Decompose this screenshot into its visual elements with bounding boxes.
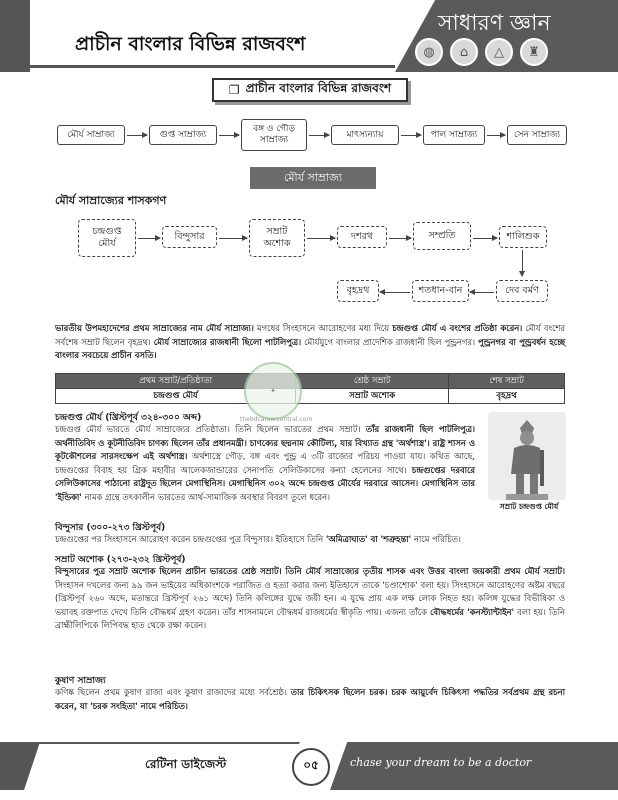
intro-text: পুন্ড্রনগর বা পুন্ড্রবর্ধন হচ্ছে বাংলার সবচেয়ে প্রাচীন বসতি।: [55, 336, 566, 360]
body-text: অর্থশাস্ত্রে গৌড়, বঙ্গ এবং পুন্ড্র এ ৩টি রাজ্যের পরিচয় পাওয়া যায়। কথিত আছে, চন্দ্রগুপ্তের বিবাহ হয় গ্রিক মহাবীর আলেকজান্ডারের সেনাপতি সেলিউকাসের কন্যা হেলেনের সাথে।: [55, 451, 475, 475]
page-footer: [0, 742, 618, 800]
table-cell: সম্রাট অশোক: [296, 389, 449, 404]
body-text: চন্দ্রগুপ্তের দরবারে সেলিউকাসের পাঠানো রাষ্ট্রদূত ছিলেন মেগাস্থিনিস। মেগাস্থিনিস ৩০২ অব্দে চন্দ্রগুপ্ত মৌর্যের দরবারে আসেন। মেগাস্থিনিস তার 'ইন্ডিকা': [55, 464, 476, 502]
flow-box-banga-gaur: বঙ্গ ও গৌড় সাম্রাজ্য: [241, 119, 307, 151]
globe-icon: ◍: [415, 38, 443, 66]
bindusara-heading: বিন্দুসার (৩০০-২৭৩ খ্রিস্টপূর্ব): [55, 523, 166, 533]
statue-figure: [488, 412, 566, 500]
body-text: চন্দ্রগুপ্ত মৌর্য ভারতে মৌর্য সাম্রাজ্যের প্রতিষ্ঠাতা। তিনি ছিলেন ভারতের প্রথম সম্রাট।: [55, 424, 366, 434]
document-icon: ❐: [228, 83, 240, 97]
flow-arrow: [401, 135, 421, 136]
chandragupta-caption: সম্রাট চন্দ্রগুপ্ত মৌর্য: [499, 502, 559, 511]
table-header: শেষ সম্রাট: [449, 374, 565, 389]
flow-arrow: [487, 135, 505, 136]
intro-text: ভারতীয় উপমহাদেশের প্রথম সাম্রাজ্যের নাম মৌর্য সাম্রাজ্য।: [55, 323, 254, 333]
ruler-box-bindusara: বিন্দুসার: [162, 226, 217, 248]
monument-icon: △: [485, 38, 513, 66]
ashoka-heading: সম্রাট অশোক (২৭৩-২৩২ খ্রিস্টপূর্ব): [55, 555, 186, 565]
section-title-box: [212, 78, 408, 102]
footer-slogan: chase your dream to be a doctor: [350, 756, 532, 769]
table-header: শ্রেষ্ঠ সম্রাট: [296, 374, 449, 389]
intro-text: মৌর্য সাম্রাজ্যের রাজধানী ছিলো পাটলিপুত্র।: [153, 336, 302, 347]
maurya-tag: মৌর্য সাম্রাজ্য: [250, 167, 376, 189]
watermark-logo: ✦: [244, 362, 302, 420]
ruler-box-dasharatha: দশরথ: [337, 226, 387, 248]
ruler-box-shalishuka: শালিশুক: [499, 226, 547, 248]
table-cell: বৃহদ্রথ: [449, 389, 565, 404]
flow-box-matsyanyaya: মাৎস্যন্যায়: [331, 125, 399, 145]
chandragupta-portrait: [488, 412, 566, 500]
page-title: প্রাচীন বাংলার বিভিন্ন রাজবংশ: [75, 33, 306, 55]
ruler-box-chandragupta: চন্দ্রগুপ্ত মৌর্য: [78, 219, 136, 257]
section-title: প্রাচীন বাংলার বিভিন্ন রাজবংশ: [245, 81, 392, 95]
flow-arrow-left: [380, 292, 410, 293]
ruler-box-brihadratha: বৃহদ্রথ: [337, 280, 379, 302]
body-text: নামে পরিচিত।: [411, 534, 461, 544]
flow-arrow: [389, 238, 411, 239]
flow-box-sena: সেন সাম্রাজ্য: [507, 125, 567, 145]
ruler-box-samprati: সম্প্রতি: [413, 222, 471, 250]
page-number: ০৫: [292, 748, 330, 786]
flow-arrow-down: [522, 250, 523, 276]
body-text: তার চিকিৎসক ছিলেন চরক। চরক আয়ুর্বেদ চিকিৎসা পদ্ধতির সর্বপ্রথম গ্রন্থ রচনা করেন, যা 'চরক সংহিতা' নামে পরিচিত।: [55, 687, 565, 711]
flow-arrow: [219, 238, 247, 239]
tower-icon: ♜: [520, 38, 548, 66]
intro-text: মগধের সিংহাসনে আরোহণের মধ্য দিয়ে: [253, 323, 393, 333]
chandragupta-paragraph: [55, 423, 475, 504]
kushan-heading: কুষাণ সাম্রাজ্য: [55, 676, 106, 686]
body-text: কণিষ্ক ছিলেন প্রথম কুষাণ রাজা এবং কুষাণ রাজাদের মধ্যে সর্বশ্রেষ্ঠ।: [55, 687, 291, 697]
body-text: অর্থনীতিবিদ ও কূটনীতিবিদ চাণক্য ছিলেন তাঁর প্রধানমন্ত্রী। চাণক্যের ছদ্মনাম কৌটিল্য, যার বিখ্যাত গ্রন্থ 'অর্থশাস্ত্র'। রাষ্ট্র শাসন ও কূটকৌশলের সারসংক্ষেপ এই অর্থশাস্ত্র।: [55, 437, 475, 461]
subject-title: সাধারণ জ্ঞান: [438, 11, 551, 36]
table-cell: চন্দ্রগুপ্ত মৌর্য: [56, 389, 296, 404]
flow-arrow: [473, 238, 497, 239]
ruler-box-ashoka: সম্রাট অশোক: [249, 219, 305, 257]
header-icons: [415, 38, 548, 66]
flow-arrow: [127, 135, 147, 136]
flow-box-pala: পাল সাম্রাজ্য: [423, 125, 485, 145]
rulers-heading: মৌর্য সাম্রাজ্যের শাসকগণ: [55, 194, 167, 207]
intro-text: মৌর্য বংশের সর্বশেষ সম্রাট ছিলেন বৃহদ্রথ।: [55, 323, 565, 347]
page-header: [0, 0, 618, 72]
ashoka-paragraph: [55, 565, 565, 633]
header-left-bar: [0, 0, 30, 72]
body-text: সিংহাসন দখলের জন্য ৯৯ জন ভাইয়ের অধিকাংশকে পরাজিত ও হত্যা করার জন্য ইতিহাসে তাকে 'চণ্ডাশোক' বলা হয়। সিংহাসনে আরোহণের অষ্টম বছরে (খ্রিস্টপূর্ব ২৬০ অব্দে, মতান্তরে খ্রিস্টপূর্ব ২৬১ অব্দে) তিনি কলিঙ্গের যুদ্ধে জয়ী হন। এ যুদ্ধে প্রায় এক লক্ষ লোক নিহত হয়। কলিঙ্গ যুদ্ধের বিভীষিকা ও ভয়াবহ রক্তপাত দেখে তিনি বৌদ্ধধর্ম গ্রহণ করেন। তাঁর শাসনামলে বৌদ্ধধর্ম রাজধর্মের স্বীকৃতি পায়। এজন্য তাঁকে: [55, 579, 565, 617]
dynasty-flow: [57, 117, 567, 151]
table-row: [56, 389, 565, 404]
watermark-url: thebdcareercentral.com: [240, 416, 313, 423]
kushan-paragraph: [55, 686, 565, 713]
flow-arrow: [309, 135, 329, 136]
bindusara-paragraph: [55, 533, 565, 547]
flow-arrow: [307, 238, 335, 239]
flow-box-gupta: গুপ্ত সাম্রাজ্য: [149, 125, 217, 145]
table-header: প্রথম সম্রাট/প্রতিষ্ঠাতা: [56, 374, 296, 389]
flow-arrow: [219, 135, 239, 136]
flow-arrow-left: [470, 292, 494, 293]
flow-box-maurya: মৌর্য সাম্রাজ্য: [57, 125, 125, 145]
footer-brand: রেটিনা ডাইজেস্ট: [145, 757, 227, 771]
table-header-row: [56, 374, 565, 389]
chandragupta-heading: চন্দ্রগুপ্ত মৌর্য (খ্রিস্টপূর্ব ৩২৪-৩০০ অব্দ): [55, 413, 202, 423]
ruler-box-shatadhanvan: শতধান-বান: [412, 280, 469, 302]
body-text: 'অমিত্রাঘাত' বা 'শত্রুহন্তা': [325, 534, 412, 544]
body-text: চন্দ্রগুপ্তের পর সিংহাসনে আরোহণ করেন চন্দ্রগুপ্তের পুত্র বিন্দুসার। ইতিহাসে তিনি: [55, 534, 326, 544]
flow-arrow: [138, 238, 160, 239]
body-text: বলা হয়। তিনি ব্রাহ্মীলিপিকে লিপিবদ্ধ হাত থেকে রক্ষা করেন।: [55, 606, 565, 630]
building-icon: ⌂: [450, 38, 478, 66]
body-text: নামক গ্রন্থে তৎকালীন ভারতের আর্থ-সামাজিক অবস্থার বিবরণ তুলে ধরেন।: [81, 491, 330, 502]
intro-text: চন্দ্রগুপ্ত মৌর্য এ বংশের প্রতিষ্ঠা করেন।: [392, 323, 523, 333]
intro-paragraph: [55, 322, 565, 363]
intro-text: মৌর্যযুগে বাংলার প্রাদেশিক রাজধানী ছিল পুন্ড্রনগর।: [301, 336, 479, 347]
body-text: তাঁর রাজধানী ছিল পাটলিপুত্র।: [365, 424, 475, 434]
ruler-box-deva-varman: দেব বর্মণ: [496, 280, 548, 302]
body-text: বিন্দুসারের পুত্র সম্রাট অশোক ছিলেন প্রাচীন ভারতের শ্রেষ্ঠ সম্রাট। তিনি মৌর্য সাম্রাজ্যের তৃতীয় শাসক এবং উত্তর বাংলা জয়কারী প্রথম মৌর্য সম্রাট।: [55, 566, 565, 576]
emperor-table: [55, 373, 565, 404]
body-text: বৌদ্ধধর্মের 'কনস্ট্যান্টাইন': [430, 606, 515, 617]
